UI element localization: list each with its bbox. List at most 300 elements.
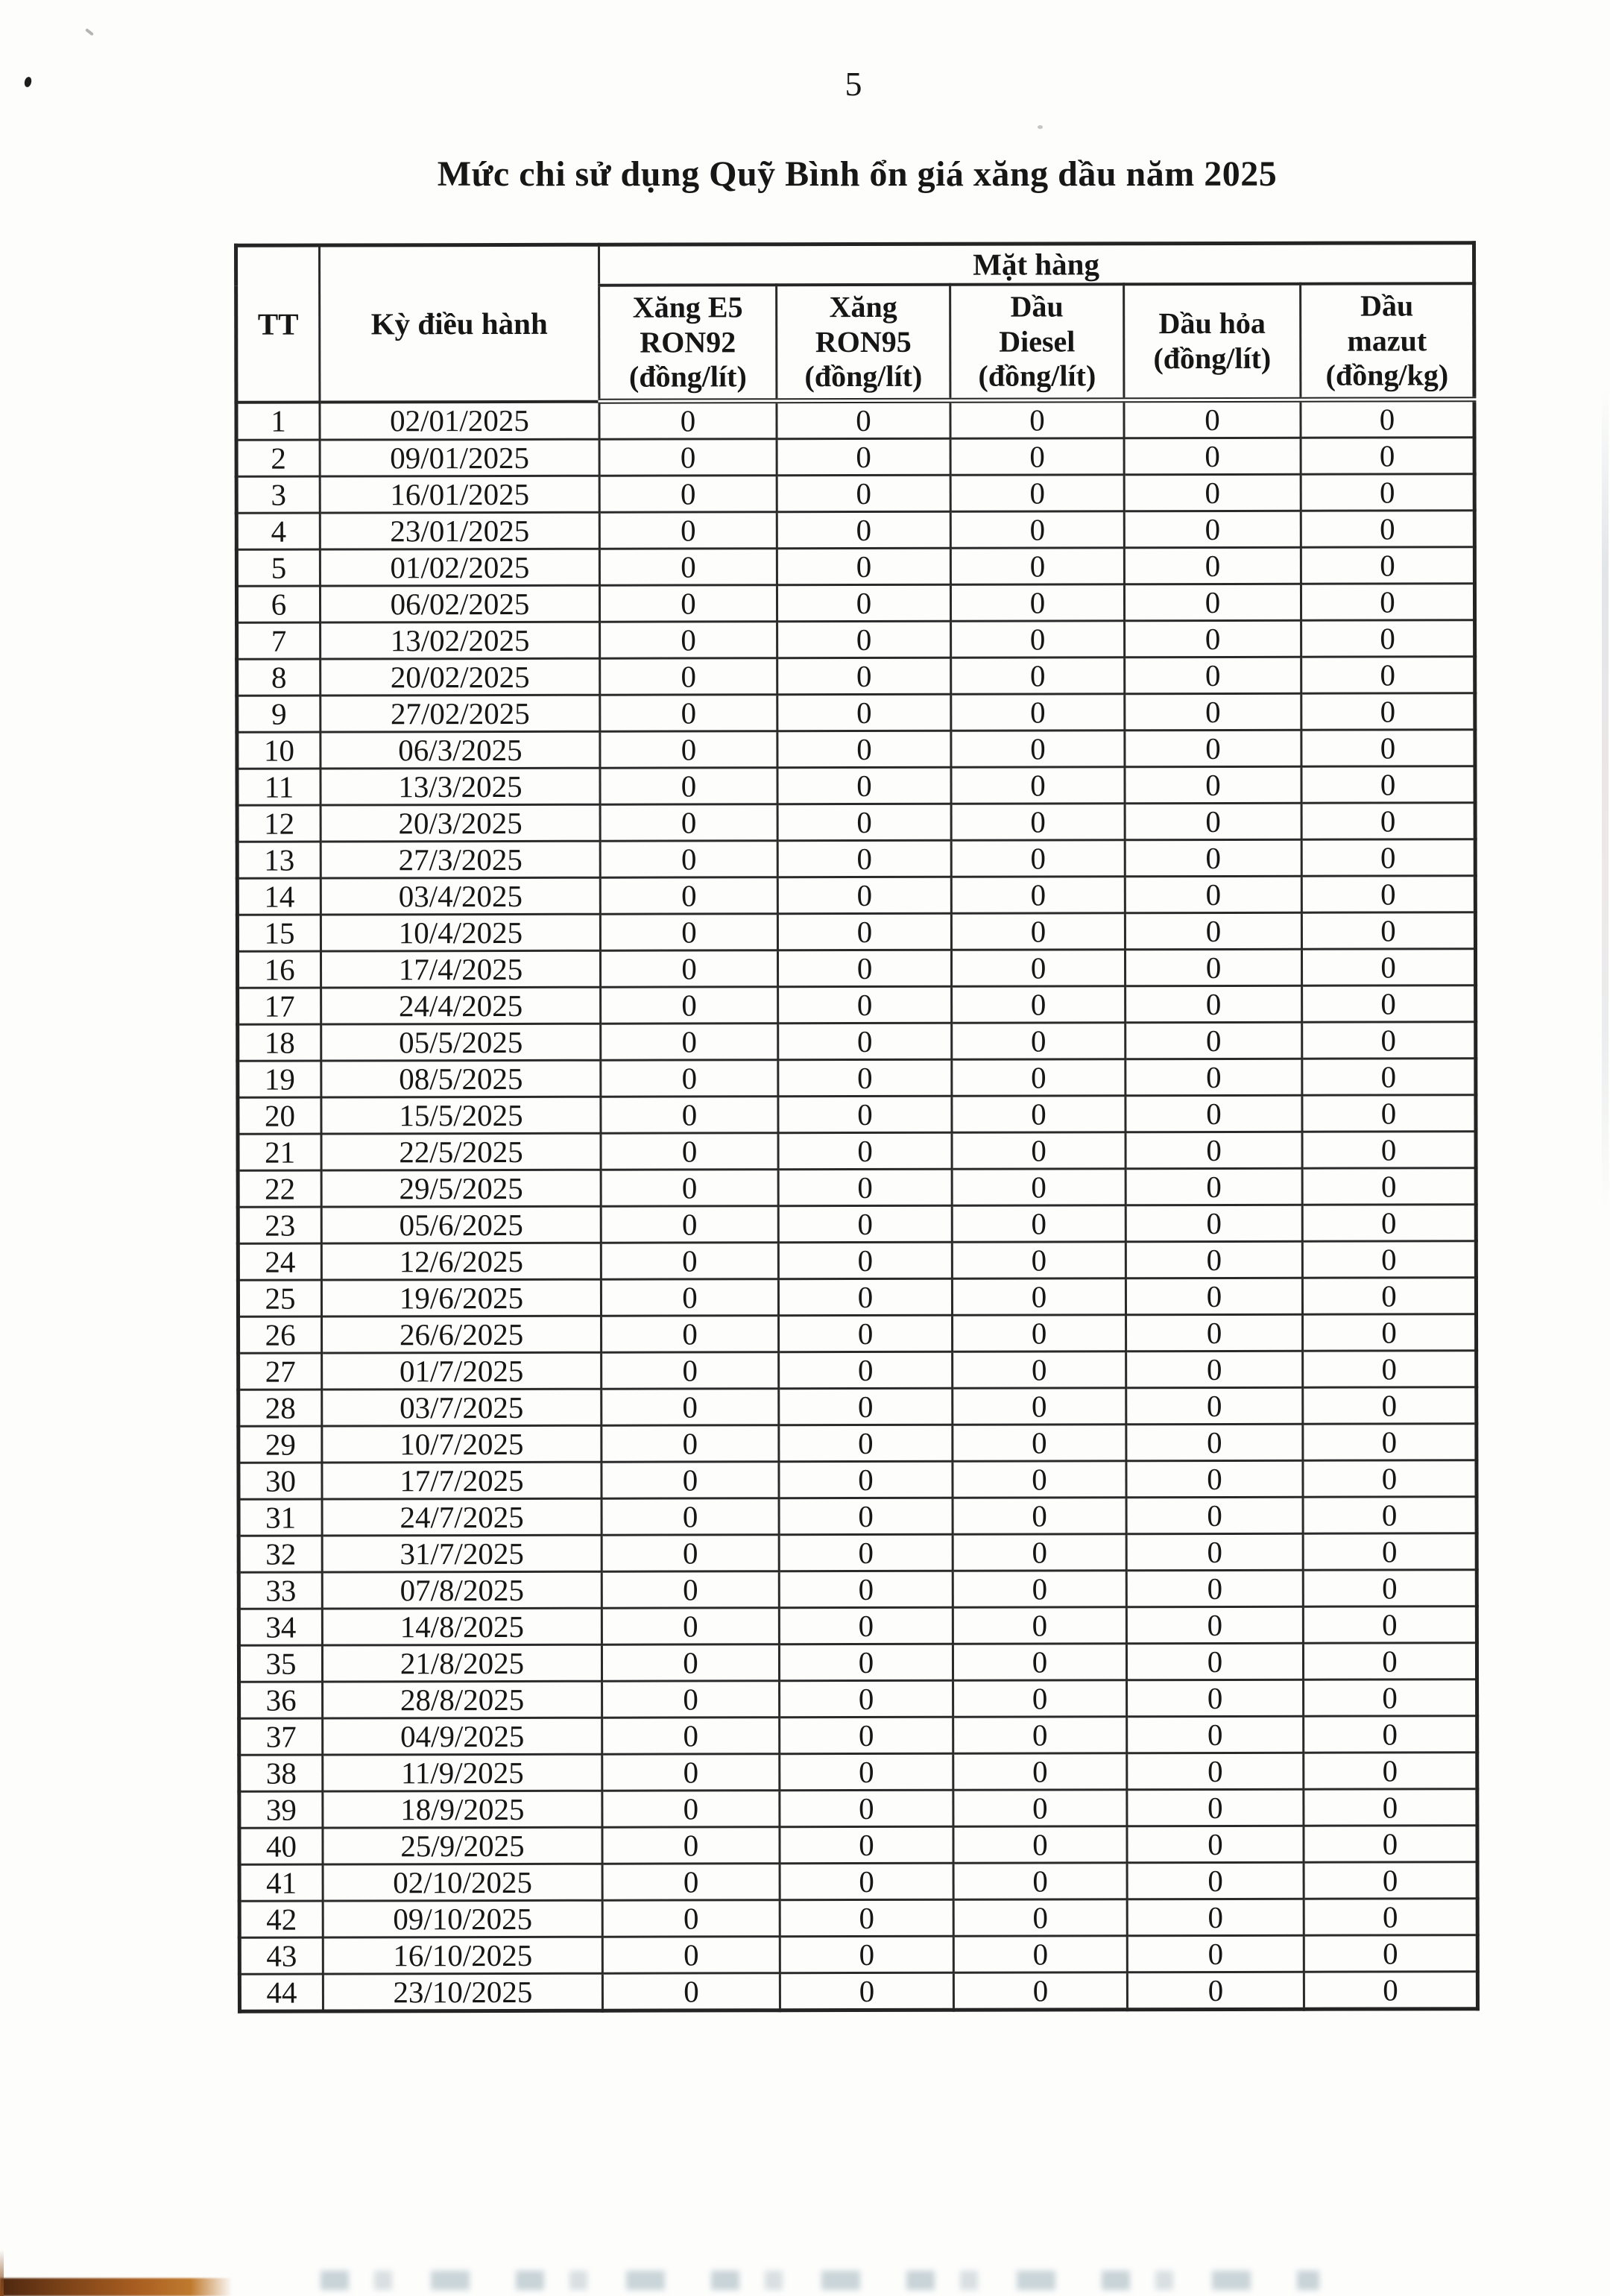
value-cell: 0	[952, 1205, 1126, 1242]
value-cell: 0	[779, 1607, 953, 1644]
value-cell: 0	[1304, 1935, 1477, 1972]
table-row	[238, 1278, 1476, 1316]
value-cell: 0	[777, 694, 951, 731]
value-cell: 0	[1126, 1314, 1303, 1351]
value-cell: 0	[1302, 1278, 1476, 1314]
period-date-cell: 07/8/2025	[322, 1571, 602, 1609]
table-row	[236, 438, 1474, 476]
table-row	[238, 1095, 1476, 1134]
period-date-cell: 12/6/2025	[321, 1243, 601, 1280]
value-cell: 0	[600, 658, 777, 695]
value-cell: 0	[1125, 620, 1301, 657]
row-index-cell: 14	[237, 878, 321, 915]
period-date-cell: 10/7/2025	[322, 1425, 602, 1463]
table-row	[238, 985, 1476, 1024]
table-row	[238, 1241, 1476, 1280]
value-cell: 0	[601, 1097, 778, 1133]
table-row	[239, 1789, 1477, 1828]
table-row	[238, 1205, 1476, 1243]
value-cell: 0	[1301, 657, 1475, 693]
value-cell: 0	[952, 1096, 1126, 1132]
value-cell: 0	[1303, 1314, 1477, 1351]
value-cell: 0	[1125, 949, 1301, 985]
value-cell: 0	[599, 585, 777, 622]
row-index-cell: 4	[236, 513, 320, 549]
value-cell: 0	[1127, 1899, 1304, 1935]
period-date-cell: 18/9/2025	[323, 1791, 602, 1828]
row-index-cell: 1	[236, 402, 320, 440]
value-cell: 0	[953, 1571, 1126, 1607]
value-cell: 0	[1301, 693, 1475, 730]
table-row	[236, 400, 1474, 440]
value-cell: 0	[777, 950, 951, 986]
value-cell: 0	[953, 1899, 1127, 1936]
value-cell: 0	[601, 1206, 778, 1243]
row-index-cell: 12	[237, 805, 321, 842]
value-cell: 0	[953, 1863, 1127, 1899]
value-cell: 0	[1301, 949, 1475, 985]
row-index-cell: 9	[237, 696, 321, 732]
row-index-cell: 16	[237, 951, 321, 988]
value-cell: 0	[602, 1937, 780, 1973]
value-cell: 0	[950, 400, 1124, 438]
period-date-cell: 08/5/2025	[321, 1060, 601, 1097]
value-cell: 0	[953, 1352, 1126, 1388]
value-cell: 0	[951, 657, 1125, 694]
col-header-period: Kỳ điều hành	[320, 245, 599, 402]
table-row	[239, 1497, 1477, 1536]
value-cell: 0	[952, 1169, 1126, 1205]
value-cell: 0	[1126, 1059, 1302, 1095]
row-index-cell: 24	[238, 1243, 321, 1280]
corner-stain-artifact	[0, 2278, 233, 2296]
value-cell: 0	[780, 1680, 953, 1717]
value-cell: 0	[1301, 876, 1475, 912]
table-row	[239, 1460, 1477, 1499]
value-cell: 0	[1303, 1387, 1477, 1424]
value-cell: 0	[1304, 1972, 1477, 2009]
value-cell: 0	[778, 1242, 952, 1278]
table-row	[239, 1606, 1477, 1645]
row-index-cell: 41	[239, 1864, 323, 1901]
table-row	[237, 876, 1475, 915]
scan-speck	[23, 76, 32, 88]
row-index-cell: 30	[239, 1463, 322, 1499]
row-index-cell: 44	[239, 1974, 323, 2011]
value-cell: 0	[952, 1023, 1126, 1059]
value-cell: 0	[950, 584, 1124, 621]
value-cell: 0	[953, 1753, 1127, 1790]
value-cell: 0	[1304, 1789, 1477, 1826]
value-cell: 0	[600, 950, 777, 987]
period-date-cell: 13/3/2025	[321, 768, 600, 805]
value-cell: 0	[777, 731, 951, 767]
table-row	[237, 949, 1475, 988]
row-index-cell: 10	[237, 732, 321, 769]
table-row	[237, 803, 1475, 842]
period-date-cell: 27/3/2025	[321, 841, 600, 878]
period-date-cell: 19/6/2025	[321, 1279, 601, 1316]
value-cell: 0	[1301, 474, 1474, 511]
header-line: mazut	[1347, 323, 1427, 358]
value-cell: 0	[780, 1899, 953, 1936]
table-body	[236, 400, 1478, 2011]
value-cell: 0	[1303, 1606, 1477, 1643]
period-date-cell: 24/7/2025	[322, 1498, 602, 1536]
period-date-cell: 29/5/2025	[321, 1170, 601, 1207]
row-index-cell: 37	[239, 1718, 323, 1755]
period-date-cell: 20/3/2025	[321, 804, 600, 842]
value-cell: 0	[602, 1644, 779, 1681]
value-cell: 0	[600, 841, 777, 877]
value-cell: 0	[1127, 1716, 1304, 1753]
value-cell: 0	[1125, 766, 1301, 803]
row-index-cell: 29	[239, 1426, 322, 1463]
period-date-cell: 09/10/2025	[323, 1900, 602, 1937]
value-cell: 0	[1302, 1095, 1476, 1132]
value-cell: 0	[777, 804, 951, 840]
value-cell: 0	[1303, 1460, 1477, 1497]
value-cell: 0	[1301, 839, 1475, 876]
row-index-cell: 43	[239, 1937, 323, 1974]
value-cell: 0	[950, 511, 1124, 548]
value-cell: 0	[1124, 547, 1301, 584]
value-cell: 0	[1301, 803, 1475, 839]
value-cell: 0	[953, 1498, 1126, 1534]
period-date-cell: 03/4/2025	[321, 877, 600, 915]
value-cell: 0	[950, 548, 1124, 584]
value-cell: 0	[953, 1644, 1126, 1680]
period-date-cell: 02/10/2025	[323, 1864, 602, 1901]
value-cell: 0	[602, 1316, 779, 1352]
value-cell: 0	[1125, 876, 1301, 912]
value-cell: 0	[1124, 511, 1301, 547]
value-cell: 0	[780, 1790, 953, 1826]
col-header-diesel	[950, 284, 1124, 400]
value-cell: 0	[1124, 474, 1301, 511]
value-cell: 0	[780, 1863, 953, 1899]
page-title: Mức chi sử dụng Quỹ Bình ổn giá xăng dầu năm 2025	[437, 154, 1278, 194]
value-cell: 0	[951, 731, 1125, 767]
row-index-cell: 26	[239, 1316, 322, 1353]
value-cell: 0	[951, 950, 1125, 986]
row-index-cell: 39	[239, 1791, 323, 1828]
value-cell: 0	[779, 1425, 953, 1461]
value-cell: 0	[601, 1060, 778, 1097]
value-cell: 0	[1125, 657, 1301, 693]
scan-speck	[85, 28, 94, 37]
value-cell: 0	[1301, 438, 1474, 474]
page-number: 5	[845, 65, 862, 103]
value-cell: 0	[778, 1205, 952, 1242]
value-cell: 0	[1302, 1241, 1476, 1278]
value-cell: 0	[602, 1973, 780, 2010]
header-line: Dầu	[1360, 288, 1414, 323]
value-cell: 0	[602, 1791, 780, 1827]
value-cell: 0	[602, 1681, 780, 1718]
row-index-cell: 7	[237, 622, 321, 659]
table-row	[239, 1643, 1477, 1682]
value-cell: 0	[602, 1608, 779, 1644]
col-header-tt: TT	[236, 245, 320, 402]
value-cell: 0	[1302, 1022, 1476, 1059]
value-cell: 0	[953, 1790, 1127, 1826]
value-cell: 0	[602, 1498, 779, 1535]
header-group-row	[236, 243, 1474, 286]
value-cell: 0	[599, 439, 777, 476]
col-header-mazut	[1301, 283, 1474, 400]
value-cell: 0	[1125, 839, 1301, 876]
value-cell: 0	[1125, 803, 1301, 839]
value-cell: 0	[1301, 620, 1475, 657]
bleed-through-artifact	[321, 2271, 1319, 2290]
col-group-products: Mặt hàng	[599, 243, 1474, 286]
table-row	[239, 1424, 1477, 1463]
value-cell: 0	[951, 621, 1125, 657]
value-cell: 0	[1126, 1497, 1303, 1533]
value-cell: 0	[1127, 1753, 1304, 1789]
value-cell: 0	[951, 804, 1125, 840]
value-cell: 0	[601, 1133, 778, 1170]
value-cell: 0	[780, 1753, 953, 1790]
value-cell: 0	[602, 1535, 779, 1571]
value-cell: 0	[778, 1169, 952, 1205]
value-cell: 0	[779, 1571, 953, 1607]
value-cell: 0	[1126, 1168, 1302, 1205]
value-cell: 0	[779, 1534, 953, 1571]
value-cell: 0	[599, 476, 777, 512]
value-cell: 0	[602, 1462, 779, 1498]
period-date-cell: 05/5/2025	[321, 1024, 601, 1061]
table-row	[237, 766, 1475, 805]
value-cell: 0	[1126, 1570, 1303, 1606]
value-cell: 0	[777, 438, 950, 475]
value-cell: 0	[1304, 1753, 1477, 1789]
table-row	[237, 657, 1475, 696]
value-cell: 0	[952, 986, 1126, 1023]
row-index-cell: 19	[238, 1061, 321, 1097]
period-date-cell: 25/9/2025	[323, 1827, 602, 1864]
period-date-cell: 06/02/2025	[320, 585, 599, 622]
period-date-cell: 15/5/2025	[321, 1097, 601, 1134]
value-cell: 0	[1126, 1022, 1302, 1059]
value-cell: 0	[602, 1754, 780, 1791]
table-row	[239, 1753, 1477, 1791]
table-row	[237, 620, 1475, 659]
value-cell: 0	[777, 840, 951, 877]
value-cell: 0	[1301, 400, 1474, 438]
header-line: RON95	[815, 324, 912, 359]
row-index-cell: 38	[239, 1755, 323, 1791]
scan-edge-artifact	[1602, 388, 1609, 1208]
value-cell: 0	[1303, 1570, 1477, 1606]
value-cell: 0	[1301, 511, 1474, 547]
value-cell: 0	[953, 1680, 1127, 1717]
value-cell: 0	[953, 1717, 1127, 1753]
value-cell: 0	[1303, 1351, 1477, 1387]
value-cell: 0	[780, 1826, 953, 1863]
row-index-cell: 22	[238, 1170, 321, 1207]
row-index-cell: 36	[239, 1682, 323, 1718]
value-cell: 0	[953, 1425, 1126, 1461]
period-date-cell: 02/01/2025	[320, 401, 599, 440]
header-line: Diesel	[999, 324, 1076, 359]
table-row	[237, 839, 1475, 878]
period-date-cell: 01/02/2025	[320, 549, 599, 586]
value-cell: 0	[778, 1059, 952, 1096]
row-index-cell: 2	[236, 440, 320, 476]
value-cell: 0	[952, 1132, 1126, 1169]
value-cell: 0	[1304, 1899, 1477, 1935]
header-line: (đồng/lít)	[628, 359, 747, 394]
value-cell: 0	[950, 475, 1124, 511]
table-header	[236, 243, 1474, 402]
value-cell: 0	[1303, 1424, 1477, 1460]
value-cell: 0	[1304, 1862, 1477, 1899]
value-cell: 0	[602, 1425, 779, 1462]
value-cell: 0	[1301, 766, 1475, 803]
period-date-cell: 22/5/2025	[321, 1133, 601, 1170]
value-cell: 0	[1303, 1643, 1477, 1680]
period-date-cell: 05/6/2025	[321, 1206, 601, 1243]
value-cell: 0	[602, 1864, 780, 1900]
value-cell: 0	[1304, 1716, 1477, 1753]
value-cell: 0	[602, 1827, 780, 1864]
header-line: (đồng/lít)	[978, 359, 1096, 394]
row-index-cell: 27	[239, 1353, 322, 1390]
value-cell: 0	[1126, 1132, 1302, 1168]
value-cell: 0	[1127, 1789, 1304, 1826]
value-cell: 0	[1125, 693, 1301, 730]
period-date-cell: 23/01/2025	[320, 512, 599, 549]
value-cell: 0	[779, 1352, 953, 1388]
value-cell: 0	[1126, 1241, 1302, 1278]
value-cell: 0	[777, 621, 951, 657]
value-cell: 0	[951, 877, 1125, 913]
value-cell: 0	[777, 767, 951, 804]
row-index-cell: 33	[239, 1572, 322, 1609]
value-cell: 0	[1126, 1278, 1302, 1314]
value-cell: 0	[1301, 547, 1474, 584]
table-row	[237, 693, 1475, 732]
row-index-cell: 20	[238, 1097, 321, 1134]
header-line: (đồng/lít)	[1153, 341, 1272, 376]
period-date-cell: 16/01/2025	[320, 476, 599, 513]
header-line: Dầu hỏa	[1158, 306, 1266, 341]
value-cell: 0	[1125, 730, 1301, 766]
value-cell: 0	[1126, 1606, 1303, 1643]
value-cell: 0	[779, 1315, 953, 1352]
value-cell: 0	[602, 1571, 779, 1608]
corner-stain-artifact	[0, 2250, 4, 2296]
value-cell: 0	[1125, 912, 1301, 949]
row-index-cell: 32	[239, 1536, 322, 1572]
value-cell: 0	[1304, 1680, 1477, 1716]
table-row	[239, 1972, 1477, 2011]
table-row	[239, 1680, 1477, 1718]
value-cell: 0	[952, 1242, 1126, 1278]
period-date-cell: 13/02/2025	[321, 622, 600, 659]
header-line: (đồng/lít)	[804, 359, 923, 394]
value-cell: 0	[1126, 1460, 1303, 1497]
value-cell: 0	[779, 1461, 953, 1498]
row-index-cell: 3	[236, 476, 320, 513]
row-index-cell: 17	[238, 988, 321, 1024]
value-cell: 0	[780, 1936, 953, 1972]
row-index-cell: 15	[237, 915, 321, 951]
value-cell: 0	[1301, 584, 1474, 620]
value-cell: 0	[777, 657, 951, 694]
value-cell: 0	[1127, 1972, 1304, 2009]
row-index-cell: 18	[238, 1024, 321, 1061]
row-index-cell: 6	[236, 586, 320, 622]
table-row	[236, 547, 1474, 586]
col-header-kerosene	[1124, 284, 1301, 400]
header-line: Xăng	[829, 289, 897, 324]
value-cell: 0	[779, 1644, 953, 1680]
value-cell: 0	[777, 475, 950, 511]
period-date-cell: 28/8/2025	[323, 1681, 602, 1718]
scan-speck	[1038, 125, 1043, 129]
row-index-cell: 42	[239, 1901, 323, 1937]
value-cell: 0	[602, 1389, 779, 1425]
value-cell: 0	[950, 438, 1124, 475]
value-cell: 0	[1302, 1059, 1476, 1095]
value-cell: 0	[777, 511, 950, 548]
value-cell: 0	[952, 1059, 1126, 1096]
value-cell: 0	[953, 1534, 1126, 1571]
value-cell: 0	[602, 1900, 780, 1937]
value-cell: 0	[1301, 912, 1475, 949]
value-cell: 0	[602, 1718, 780, 1754]
table-row	[236, 474, 1474, 513]
value-cell: 0	[780, 1717, 953, 1753]
value-cell: 0	[779, 1388, 953, 1425]
value-cell: 0	[1302, 1132, 1476, 1168]
table-row	[239, 1716, 1477, 1755]
row-index-cell: 11	[237, 769, 321, 805]
table-row	[238, 1132, 1476, 1170]
row-index-cell: 40	[239, 1828, 323, 1864]
table-row	[237, 730, 1475, 769]
table-row	[236, 511, 1474, 549]
table-row	[239, 1935, 1477, 1974]
row-index-cell: 8	[237, 659, 321, 696]
table-row	[239, 1351, 1477, 1390]
value-cell: 0	[1303, 1533, 1477, 1570]
value-cell: 0	[601, 1243, 778, 1279]
value-cell: 0	[778, 1096, 952, 1132]
value-cell: 0	[1301, 730, 1475, 766]
value-cell: 0	[780, 1972, 953, 2010]
value-cell: 0	[1124, 584, 1301, 620]
table-row	[238, 1059, 1476, 1097]
value-cell: 0	[777, 913, 951, 950]
value-cell: 0	[1126, 1205, 1302, 1241]
value-cell: 0	[777, 548, 950, 584]
period-date-cell: 21/8/2025	[322, 1644, 602, 1682]
value-cell: 0	[600, 914, 777, 950]
value-cell: 0	[1302, 985, 1476, 1022]
value-cell: 0	[601, 1170, 778, 1206]
table-row	[239, 1570, 1477, 1609]
col-header-e5-ron92	[599, 285, 777, 401]
value-cell: 0	[1302, 1168, 1476, 1205]
value-cell: 0	[953, 1972, 1127, 2010]
value-cell: 0	[1126, 1387, 1303, 1424]
value-cell: 0	[1126, 1095, 1302, 1132]
value-cell: 0	[1124, 438, 1301, 474]
